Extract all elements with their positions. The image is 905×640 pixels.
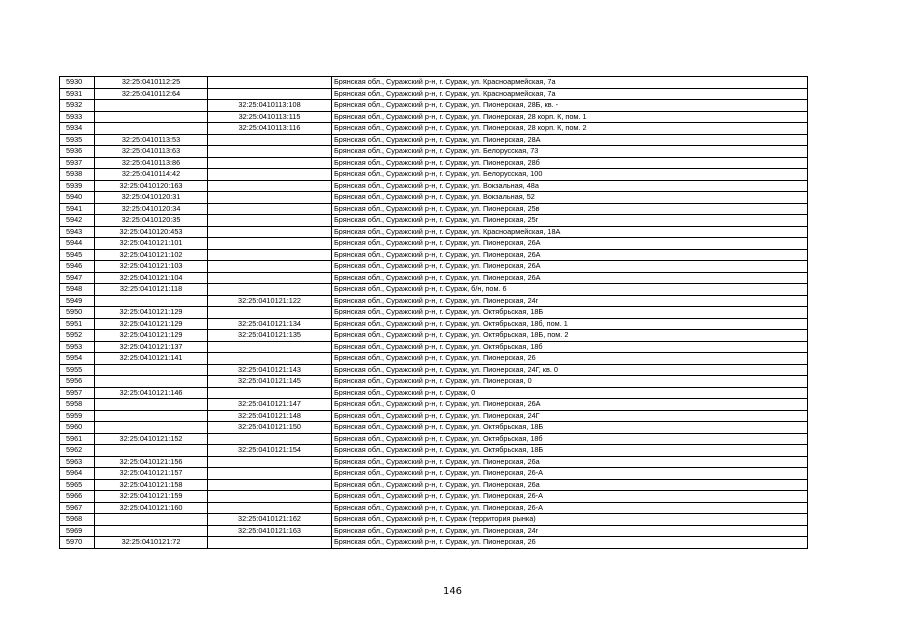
building-cadastral-number-cell: 32:25:0410121:163 [208,525,332,537]
building-cadastral-number-cell [208,491,332,503]
land-cadastral-number-cell: 32:25:0410121:141 [95,353,208,365]
table-row [60,226,808,238]
row-number-cell: 5944 [60,238,95,250]
row-number-cell: 5940 [60,192,95,204]
table-row [60,445,808,457]
table-row [60,272,808,284]
row-number-cell: 5942 [60,215,95,227]
row-number-cell: 5948 [60,284,95,296]
building-cadastral-number-cell [208,226,332,238]
property-table [59,76,808,549]
table-row [60,491,808,503]
building-cadastral-number-cell [208,537,332,549]
building-cadastral-number-cell [208,88,332,100]
table-row [60,537,808,549]
row-number-cell: 5952 [60,330,95,342]
table-row [60,295,808,307]
table-row [60,376,808,388]
row-number-cell: 5969 [60,525,95,537]
table-row [60,203,808,215]
building-cadastral-number-cell: 32:25:0410121:147 [208,399,332,411]
row-number-cell: 5938 [60,169,95,181]
address-cell: Брянская обл., Суражский р-н, г. Сураж, ул. Пионерская, 26А [332,399,808,411]
building-cadastral-number-cell [208,502,332,514]
address-cell: Брянская обл., Суражский р-н, г. Сураж, ул. Пионерская, 26А [332,261,808,273]
building-cadastral-number-cell: 32:25:0410121:150 [208,422,332,434]
address-cell: Брянская обл., Суражский р-н, г. Сураж, 0 [332,387,808,399]
address-cell: Брянская обл., Суражский р-н, г. Сураж, ул. Пионерская, 26-А [332,502,808,514]
row-number-cell: 5958 [60,399,95,411]
table-row [60,433,808,445]
row-number-cell: 5947 [60,272,95,284]
address-cell: Брянская обл., Суражский р-н, г. Сураж, ул. Октябрьская, 18Б [332,422,808,434]
building-cadastral-number-cell: 32:25:0410121:134 [208,318,332,330]
building-cadastral-number-cell: 32:25:0410113:116 [208,123,332,135]
land-cadastral-number-cell: 32:25:0410120:31 [95,192,208,204]
land-cadastral-number-cell: 32:25:0410121:129 [95,318,208,330]
table-row [60,330,808,342]
building-cadastral-number-cell: 32:25:0410121:122 [208,295,332,307]
land-cadastral-number-cell: 32:25:0410121:103 [95,261,208,273]
building-cadastral-number-cell [208,307,332,319]
table-row [60,238,808,250]
land-cadastral-number-cell: 32:25:0410121:156 [95,456,208,468]
address-cell: Брянская обл., Суражский р-н, г. Сураж, ул. Пионерская, 25в [332,203,808,215]
building-cadastral-number-cell [208,180,332,192]
address-cell: Брянская обл., Суражский р-н, г. Сураж, ул. Пионерская, 24г [332,525,808,537]
table-row [60,318,808,330]
row-number-cell: 5937 [60,157,95,169]
row-number-cell: 5946 [60,261,95,273]
building-cadastral-number-cell [208,192,332,204]
address-cell: Брянская обл., Суражский р-н, г. Сураж, ул. Пионерская, 26А [332,272,808,284]
table-row [60,284,808,296]
row-number-cell: 5956 [60,376,95,388]
land-cadastral-number-cell: 32:25:0410113:53 [95,134,208,146]
row-number-cell: 5939 [60,180,95,192]
address-cell: Брянская обл., Суражский р-н, г. Сураж, ул. Белорусская, 100 [332,169,808,181]
address-cell: Брянская обл., Суражский р-н, г. Сураж, ул. Вокзальная, 48а [332,180,808,192]
building-cadastral-number-cell: 32:25:0410121:143 [208,364,332,376]
row-number-cell: 5949 [60,295,95,307]
address-cell: Брянская обл., Суражский р-н, г. Сураж, б/н, пом. 6 [332,284,808,296]
row-number-cell: 5931 [60,88,95,100]
table-row [60,123,808,135]
building-cadastral-number-cell [208,261,332,273]
land-cadastral-number-cell: 32:25:0410121:129 [95,307,208,319]
row-number-cell: 5932 [60,100,95,112]
address-cell: Брянская обл., Суражский р-н, г. Сураж, ул. Пионерская, 26А [332,238,808,250]
row-number-cell: 5970 [60,537,95,549]
land-cadastral-number-cell: 32:25:0410121:104 [95,272,208,284]
table-row [60,514,808,526]
land-cadastral-number-cell [95,422,208,434]
building-cadastral-number-cell: 32:25:0410121:145 [208,376,332,388]
table-row [60,134,808,146]
page-number: 146 [442,586,463,597]
land-cadastral-number-cell [95,399,208,411]
row-number-cell: 5959 [60,410,95,422]
address-cell: Брянская обл., Суражский р-н, г. Сураж (территория рынка) [332,514,808,526]
land-cadastral-number-cell: 32:25:0410121:72 [95,537,208,549]
row-number-cell: 5965 [60,479,95,491]
building-cadastral-number-cell [208,479,332,491]
building-cadastral-number-cell [208,169,332,181]
building-cadastral-number-cell [208,157,332,169]
land-cadastral-number-cell [95,410,208,422]
table-row [60,215,808,227]
row-number-cell: 5934 [60,123,95,135]
address-cell: Брянская обл., Суражский р-н, г. Сураж, ул. Пионерская, 28Б, кв. - [332,100,808,112]
building-cadastral-number-cell: 32:25:0410121:135 [208,330,332,342]
address-cell: Брянская обл., Суражский р-н, г. Сураж, ул. Пионерская, 24Г, кв. 0 [332,364,808,376]
row-number-cell: 5962 [60,445,95,457]
building-cadastral-number-cell: 32:25:0410121:162 [208,514,332,526]
table-row [60,456,808,468]
address-cell: Брянская обл., Суражский р-н, г. Сураж, ул. Красноармейская, 7а [332,88,808,100]
table-row [60,479,808,491]
address-cell: Брянская обл., Суражский р-н, г. Сураж, ул. Пионерская, 28А [332,134,808,146]
address-cell: Брянская обл., Суражский р-н, г. Сураж, ул. Пионерская, 26 [332,353,808,365]
row-number-cell: 5936 [60,146,95,158]
address-cell: Брянская обл., Суражский р-н, г. Сураж, ул. Октябрьская, 18б [332,341,808,353]
land-cadastral-number-cell [95,445,208,457]
row-number-cell: 5963 [60,456,95,468]
row-number-cell: 5945 [60,249,95,261]
land-cadastral-number-cell: 32:25:0410121:101 [95,238,208,250]
property-table-body [60,77,808,549]
building-cadastral-number-cell [208,387,332,399]
land-cadastral-number-cell [95,376,208,388]
building-cadastral-number-cell [208,146,332,158]
table-row [60,399,808,411]
table-row [60,341,808,353]
row-number-cell: 5935 [60,134,95,146]
address-cell: Брянская обл., Суражский р-н, г. Сураж, ул. Пионерская, 25г [332,215,808,227]
land-cadastral-number-cell: 32:25:0410113:86 [95,157,208,169]
land-cadastral-number-cell: 32:25:0410121:118 [95,284,208,296]
row-number-cell: 5930 [60,77,95,89]
table-row [60,468,808,480]
row-number-cell: 5941 [60,203,95,215]
building-cadastral-number-cell [208,341,332,353]
land-cadastral-number-cell [95,364,208,376]
land-cadastral-number-cell: 32:25:0410121:157 [95,468,208,480]
building-cadastral-number-cell [208,249,332,261]
building-cadastral-number-cell: 32:25:0410121:154 [208,445,332,457]
row-number-cell: 5950 [60,307,95,319]
land-cadastral-number-cell [95,123,208,135]
row-number-cell: 5943 [60,226,95,238]
table-row [60,169,808,181]
address-cell: Брянская обл., Суражский р-н, г. Сураж, ул. Пионерская, 28б [332,157,808,169]
table-row [60,146,808,158]
table-row [60,157,808,169]
address-cell: Брянская обл., Суражский р-н, г. Сураж, ул. Белорусская, 73 [332,146,808,158]
address-cell: Брянская обл., Суражский р-н, г. Сураж, ул. Пионерская, 26-А [332,491,808,503]
land-cadastral-number-cell: 32:25:0410120:35 [95,215,208,227]
building-cadastral-number-cell: 32:25:0410113:108 [208,100,332,112]
address-cell: Брянская обл., Суражский р-н, г. Сураж, ул. Пионерская, 28 корп. К, пом. 1 [332,111,808,123]
building-cadastral-number-cell: 32:25:0410113:115 [208,111,332,123]
table-row [60,307,808,319]
address-cell: Брянская обл., Суражский р-н, г. Сураж, ул. Октябрьская, 18б [332,433,808,445]
address-cell: Брянская обл., Суражский р-н, г. Сураж, ул. Пионерская, 26а [332,479,808,491]
table-row [60,387,808,399]
table-row [60,100,808,112]
building-cadastral-number-cell [208,468,332,480]
table-row [60,353,808,365]
building-cadastral-number-cell [208,134,332,146]
land-cadastral-number-cell: 32:25:0410114:42 [95,169,208,181]
land-cadastral-number-cell: 32:25:0410121:102 [95,249,208,261]
land-cadastral-number-cell: 32:25:0410121:152 [95,433,208,445]
address-cell: Брянская обл., Суражский р-н, г. Сураж, ул. Вокзальная, 52 [332,192,808,204]
land-cadastral-number-cell [95,525,208,537]
land-cadastral-number-cell: 32:25:0410121:158 [95,479,208,491]
building-cadastral-number-cell [208,203,332,215]
land-cadastral-number-cell [95,295,208,307]
land-cadastral-number-cell: 32:25:0410113:63 [95,146,208,158]
land-cadastral-number-cell: 32:25:0410121:160 [95,502,208,514]
address-cell: Брянская обл., Суражский р-н, г. Сураж, ул. Пионерская, 28 корп. К, пом. 2 [332,123,808,135]
land-cadastral-number-cell [95,514,208,526]
address-cell: Брянская обл., Суражский р-н, г. Сураж, ул. Красноармейская, 7а [332,77,808,89]
table-row [60,88,808,100]
land-cadastral-number-cell: 32:25:0410112:25 [95,77,208,89]
building-cadastral-number-cell [208,238,332,250]
land-cadastral-number-cell: 32:25:0410120:453 [95,226,208,238]
address-cell: Брянская обл., Суражский р-н, г. Сураж, ул. Октябрьская, 18б, пом. 1 [332,318,808,330]
table-row [60,502,808,514]
building-cadastral-number-cell [208,77,332,89]
building-cadastral-number-cell [208,284,332,296]
land-cadastral-number-cell: 32:25:0410121:129 [95,330,208,342]
address-cell: Брянская обл., Суражский р-н, г. Сураж, ул. Пионерская, 26 [332,537,808,549]
address-cell: Брянская обл., Суражский р-н, г. Сураж, ул. Пионерская, 24Г [332,410,808,422]
address-cell: Брянская обл., Суражский р-н, г. Сураж, ул. Пионерская, 0 [332,376,808,388]
building-cadastral-number-cell: 32:25:0410121:148 [208,410,332,422]
table-row [60,410,808,422]
table-row [60,364,808,376]
address-cell: Брянская обл., Суражский р-н, г. Сураж, ул. Октябрьская, 18Б [332,445,808,457]
building-cadastral-number-cell [208,433,332,445]
row-number-cell: 5955 [60,364,95,376]
address-cell: Брянская обл., Суражский р-н, г. Сураж, ул. Октябрьская, 18Б, пом. 2 [332,330,808,342]
row-number-cell: 5957 [60,387,95,399]
row-number-cell: 5933 [60,111,95,123]
address-cell: Брянская обл., Суражский р-н, г. Сураж, ул. Пионерская, 26-А [332,468,808,480]
table-row [60,111,808,123]
address-cell: Брянская обл., Суражский р-н, г. Сураж, ул. Пионерская, 26а [332,456,808,468]
address-cell: Брянская обл., Суражский р-н, г. Сураж, ул. Октябрьская, 18Б [332,307,808,319]
row-number-cell: 5954 [60,353,95,365]
building-cadastral-number-cell [208,272,332,284]
land-cadastral-number-cell [95,100,208,112]
row-number-cell: 5953 [60,341,95,353]
table-row [60,249,808,261]
table-row [60,261,808,273]
table-row [60,180,808,192]
land-cadastral-number-cell: 32:25:0410120:34 [95,203,208,215]
building-cadastral-number-cell [208,215,332,227]
address-cell: Брянская обл., Суражский р-н, г. Сураж, ул. Пионерская, 24г [332,295,808,307]
land-cadastral-number-cell: 32:25:0410120:163 [95,180,208,192]
row-number-cell: 5967 [60,502,95,514]
table-row [60,422,808,434]
table-row [60,525,808,537]
address-cell: Брянская обл., Суражский р-н, г. Сураж, ул. Красноармейская, 18А [332,226,808,238]
building-cadastral-number-cell [208,456,332,468]
land-cadastral-number-cell: 32:25:0410121:146 [95,387,208,399]
table-row [60,77,808,89]
row-number-cell: 5951 [60,318,95,330]
land-cadastral-number-cell: 32:25:0410121:137 [95,341,208,353]
building-cadastral-number-cell [208,353,332,365]
land-cadastral-number-cell: 32:25:0410121:159 [95,491,208,503]
row-number-cell: 5968 [60,514,95,526]
row-number-cell: 5966 [60,491,95,503]
row-number-cell: 5960 [60,422,95,434]
address-cell: Брянская обл., Суражский р-н, г. Сураж, ул. Пионерская, 26А [332,249,808,261]
table-row [60,192,808,204]
row-number-cell: 5961 [60,433,95,445]
land-cadastral-number-cell: 32:25:0410112:64 [95,88,208,100]
land-cadastral-number-cell [95,111,208,123]
row-number-cell: 5964 [60,468,95,480]
